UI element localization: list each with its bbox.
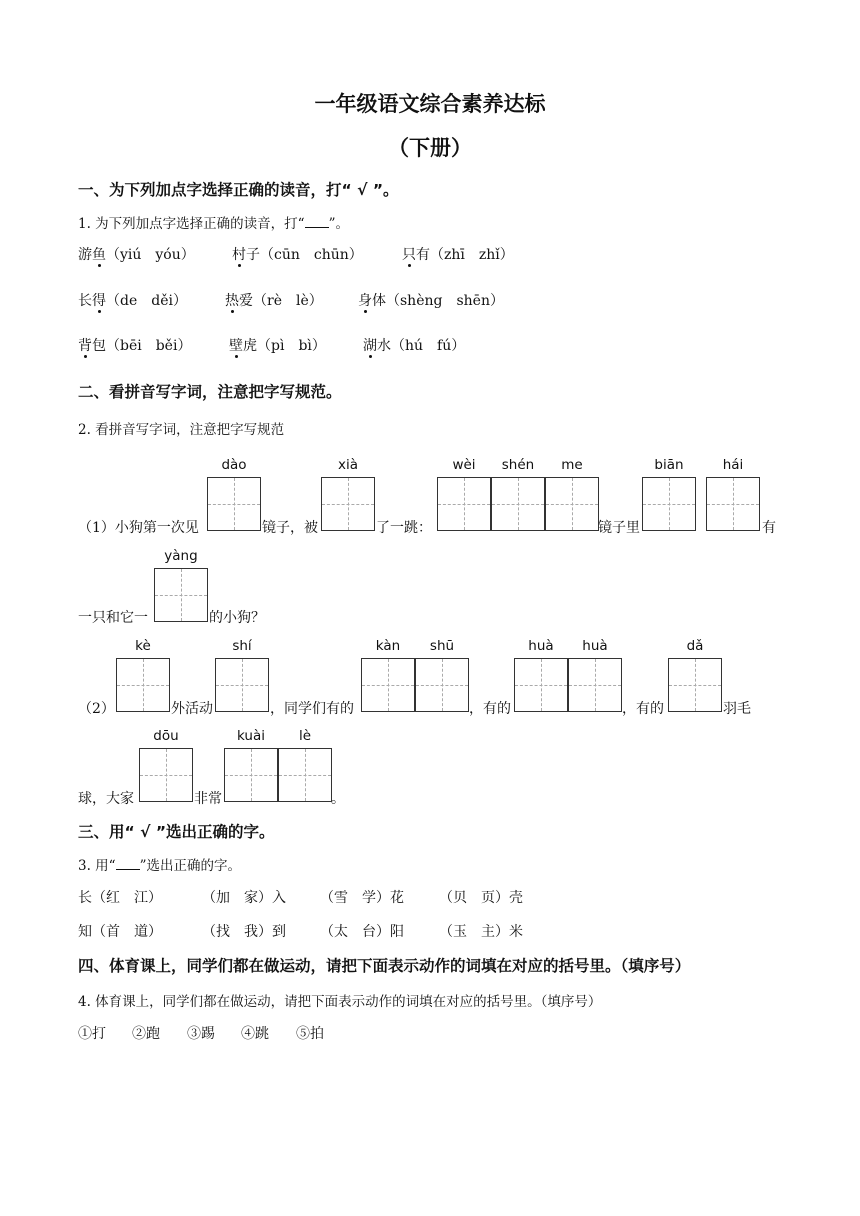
choice-item: （找 我）到 xyxy=(202,924,286,940)
question-3-prefix: 3. 用“ xyxy=(78,858,116,874)
reading-item: 壁虎（pì bì） xyxy=(229,338,326,354)
action-option: ③踢 xyxy=(187,1026,215,1042)
p2-text-8: 非常 xyxy=(194,791,222,807)
choice-item: （加 家）入 xyxy=(202,890,286,906)
page-subtitle: （下册） xyxy=(388,136,472,160)
writing-grid-cell xyxy=(437,477,491,531)
p2-text-9: 。 xyxy=(331,791,345,807)
writing-grid-cell xyxy=(568,658,622,712)
dotted-character: 鱼 xyxy=(92,247,106,263)
writing-grid-cell xyxy=(514,658,568,712)
pinyin-label: kuài xyxy=(237,728,265,744)
choice-item: （太 台）阳 xyxy=(320,924,404,940)
p2-text-2: 外活动 xyxy=(171,701,213,717)
pinyin-label: me xyxy=(561,457,583,473)
writing-grid-cell xyxy=(116,658,170,712)
pinyin-label: shí xyxy=(232,638,252,654)
pinyin-label: yàng xyxy=(164,548,198,564)
question-1-prefix: 1. 为下列加点字选择正确的读音，打“ xyxy=(78,216,305,232)
pinyin-label: wèi xyxy=(452,457,476,473)
action-option: ①打 xyxy=(78,1026,106,1042)
action-option: ④跳 xyxy=(241,1026,269,1042)
dotted-character: 得 xyxy=(92,293,106,309)
dotted-character: 村 xyxy=(232,247,246,263)
question-2: 2. 看拼音写字词，注意把字写规范 xyxy=(78,422,285,438)
p2-text-7: 球，大家 xyxy=(78,791,134,807)
writing-grid-cell xyxy=(278,748,332,802)
reading-item: 热爱（rè lè） xyxy=(225,293,323,309)
reading-item: 身体（shèng shēn） xyxy=(358,293,504,309)
action-option: ②跑 xyxy=(132,1026,160,1042)
reading-item: 只有（zhī zhǐ） xyxy=(402,247,514,263)
answer-blank xyxy=(116,857,140,870)
pinyin-label: huà xyxy=(528,638,554,654)
pinyin-label: huà xyxy=(582,638,608,654)
choice-item: 知（首 道） xyxy=(78,924,162,940)
p1-text-6: 一只和它一 xyxy=(78,610,148,626)
page-title: 一年级语文综合素养达标 xyxy=(314,92,546,116)
section-4-heading: 四、体育课上，同学们都在做运动，请把下面表示动作的词填在对应的括号里。（填序号） xyxy=(78,957,691,975)
p2-text-3: ，同学们有的 xyxy=(270,701,354,717)
question-1 xyxy=(78,212,349,232)
writing-grid-cell xyxy=(139,748,193,802)
writing-grid-cell xyxy=(642,477,696,531)
p1-text-1: （1）小狗第一次见 xyxy=(78,520,199,536)
pinyin-label: shén xyxy=(501,457,535,473)
action-option: ⑤拍 xyxy=(296,1026,324,1042)
p2-text-1: （2） xyxy=(78,701,115,717)
pinyin-label: dōu xyxy=(153,728,179,744)
pinyin-label: lè xyxy=(298,728,312,744)
reading-item: 背包（bēi běi） xyxy=(78,338,192,354)
choice-item: 长（红 江） xyxy=(78,890,162,906)
writing-grid-cell xyxy=(207,477,261,531)
writing-grid-cell xyxy=(706,477,760,531)
dotted-character: 背 xyxy=(78,338,92,354)
question-3-suffix: ”选出正确的字。 xyxy=(139,858,241,874)
dotted-character: 热 xyxy=(225,293,239,309)
p2-text-6: 羽毛 xyxy=(723,701,751,717)
p2-text-5: ，有的 xyxy=(622,701,664,717)
dotted-character: 壁 xyxy=(229,338,243,354)
writing-grid-cell xyxy=(154,568,208,622)
p1-text-4: 镜子里 xyxy=(598,520,640,536)
p1-text-5: 有 xyxy=(762,520,776,536)
question-1-suffix: ”。 xyxy=(328,216,349,232)
pinyin-label: kàn xyxy=(375,638,401,654)
writing-grid-cell xyxy=(491,477,545,531)
pinyin-label: shū xyxy=(429,638,455,654)
answer-blank xyxy=(305,215,329,228)
dotted-character: 身 xyxy=(358,293,372,309)
p1-text-3: 了一跳： xyxy=(376,520,432,536)
reading-item: 长得（de děi） xyxy=(78,293,187,309)
section-3-heading: 三、用“ √ ”选出正确的字。 xyxy=(78,823,275,841)
reading-item: 湖水（hú fú） xyxy=(363,338,466,354)
pinyin-label: biān xyxy=(654,457,684,473)
pinyin-label: hái xyxy=(722,457,744,473)
p1-text-7: 的小狗？ xyxy=(209,610,265,626)
section-2-heading: 二、看拼音写字词，注意把字写规范。 xyxy=(78,383,342,401)
writing-grid-cell xyxy=(415,658,469,712)
reading-item: 村子（cūn chūn） xyxy=(232,247,363,263)
writing-grid-cell xyxy=(321,477,375,531)
pinyin-label: dǎ xyxy=(686,638,704,654)
writing-grid-cell xyxy=(215,658,269,712)
writing-grid-cell xyxy=(668,658,722,712)
writing-grid-cell xyxy=(224,748,278,802)
pinyin-label: xià xyxy=(337,457,358,473)
section-1-heading: 一、为下列加点字选择正确的读音，打“ √ ”。 xyxy=(78,181,399,199)
writing-grid-cell xyxy=(545,477,599,531)
pinyin-label: kè xyxy=(135,638,151,654)
pinyin-label: dào xyxy=(221,457,247,473)
writing-grid-cell xyxy=(361,658,415,712)
choice-item: （雪 学）花 xyxy=(320,890,404,906)
question-4: 4. 体育课上，同学们都在做运动，请把下面表示动作的词填在对应的括号里。（填序号） xyxy=(78,994,602,1010)
question-3 xyxy=(78,854,241,874)
p2-text-4: ，有的 xyxy=(469,701,511,717)
dotted-character: 只 xyxy=(402,247,416,263)
p1-text-2: 镜子，被 xyxy=(262,520,318,536)
dotted-character: 湖 xyxy=(363,338,377,354)
choice-item: （贝 页）壳 xyxy=(439,890,523,906)
reading-item: 游鱼（yiú yóu） xyxy=(78,247,195,263)
choice-item: （玉 主）米 xyxy=(439,924,523,940)
